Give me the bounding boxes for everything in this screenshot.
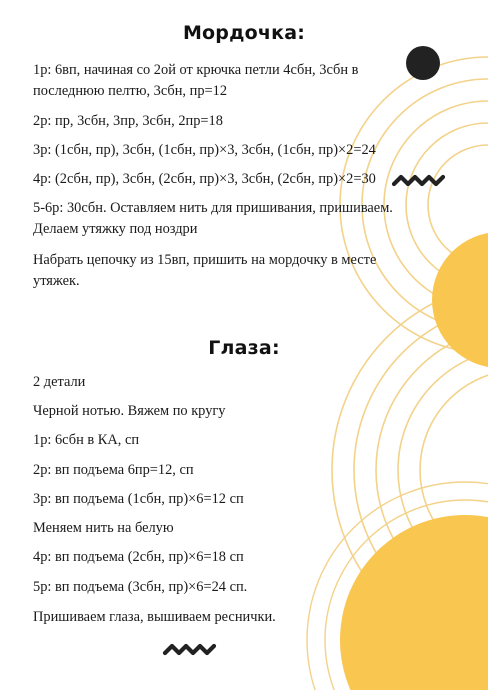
text-line: 2 детали — [33, 374, 86, 390]
text-line: 1р: 6сбн в КА, сп — [33, 432, 140, 448]
text-line: Делаем утяжку под ноздри — [33, 221, 198, 237]
eyes-line-7 — [33, 547, 438, 568]
muzzle-row-4 — [33, 169, 438, 190]
text-line: 3р: (1сбн, пр), 3сбн, (1сбн, пр)×3, 3сбн, (1сбн, пр)×2=24 — [33, 142, 376, 158]
eyes-line-4 — [33, 460, 438, 481]
eyes-line-1 — [33, 372, 438, 393]
section-title-eyes: Глаза: — [208, 337, 280, 359]
eyes-line-5 — [33, 489, 438, 510]
text-line: 4р: вп подъема (2сбн, пр)×6=18 сп — [33, 549, 244, 565]
muzzle-row-3 — [33, 140, 438, 161]
text-line: 5-6р: 30сбн. Оставляем нить для пришивания, пришиваем. — [33, 200, 393, 216]
text-line: 2р: пр, 3сбн, 3пр, 3сбн, 2пр=18 — [33, 113, 223, 129]
text-line: Черной нотью. Вяжем по кругу — [33, 403, 226, 419]
text-line: 4р: (2сбн, пр), 3сбн, (2сбн, пр)×3, 3сбн, (2сбн, пр)×2=30 — [33, 171, 376, 187]
section-title-muzzle: Мордочка: — [182, 22, 306, 44]
muzzle-row-5-6 — [33, 198, 438, 240]
eyes-line-3 — [33, 430, 438, 451]
eyes-line-6 — [33, 518, 438, 539]
text-line: 3р: вп подъема (1сбн, пр)×6=12 сп — [33, 491, 244, 507]
text-line: 5р: вп подъема (3сбн, пр)×6=24 сп. — [33, 579, 248, 595]
text-line: последнюю пелтю, 3сбн, пр=12 — [33, 83, 228, 99]
eyes-line-8 — [33, 577, 438, 598]
text-line: 1р: 6вп, начиная со 2ой от крючка петли 4сбн, 3сбн в — [33, 62, 359, 78]
eyes-line-9 — [33, 607, 438, 628]
text-line: Пришиваем глаза, вышиваем реснички. — [33, 609, 276, 625]
text-line: Меняем нить на белую — [33, 520, 174, 536]
muzzle-row-2 — [33, 111, 438, 132]
text-line: Набрать цепочку из 15вп, пришить на мордочку в месте — [33, 252, 377, 268]
muzzle-row-1 — [33, 60, 438, 102]
text-line: утяжек. — [33, 273, 80, 289]
eyes-line-2 — [33, 401, 438, 422]
muzzle-chain-note — [33, 250, 438, 292]
text-line: 2р: вп подъема 6пр=12, сп — [33, 462, 194, 478]
